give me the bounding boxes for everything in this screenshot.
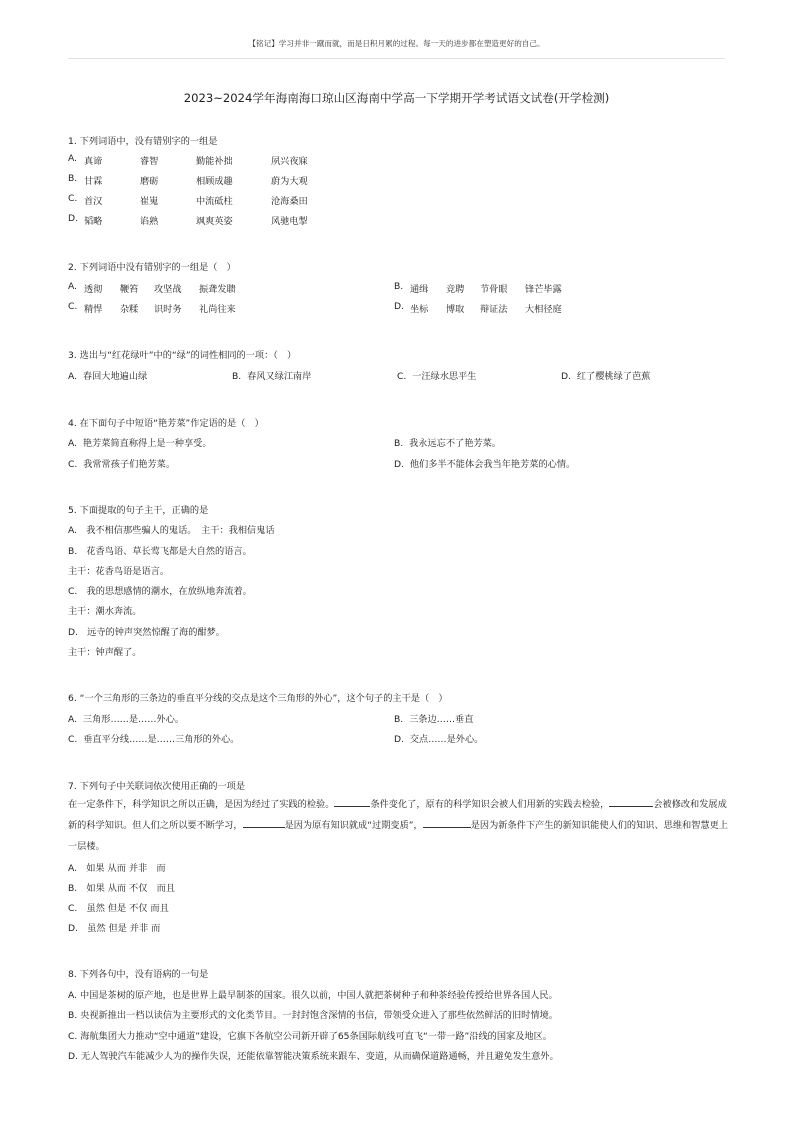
- q5-line: 主干：钟声醒了。: [68, 647, 142, 658]
- option-word: 大相径庭: [525, 304, 562, 315]
- q5-line: C. 我的思想感情的潮水，在放纵地奔流着。: [68, 586, 252, 597]
- blank-3: [243, 818, 285, 828]
- q6-option-a: A. 三角形……是……外心。: [68, 714, 184, 725]
- q4-stem: 4. 在下面句子中短语“艳芳菜”作定语的是（ ）: [68, 418, 264, 429]
- q6-option-b: B. 三条边……垂直: [394, 714, 474, 725]
- blank-1: [334, 797, 370, 807]
- option-word: 崔嵬: [140, 196, 159, 207]
- option-word: 节骨眼: [480, 284, 508, 295]
- option-word: 风驰电掣: [271, 216, 308, 227]
- q3-option-c: C. 一汪绿水思平生: [397, 371, 477, 382]
- q4-option-b: B. 我永远忘不了艳芳菜。: [394, 438, 501, 449]
- q3-option-a: A. 春回大地遍山绿: [68, 371, 148, 382]
- q8-option-c: C. 海航集团大力推动“空中通道”建设，它旗下各航空公司新开辟了65条国际航线可直飞“一带一路”沿线的国家及地区。: [68, 1031, 552, 1042]
- q4-option-c: C. 我常常孩子们艳芳菜。: [68, 459, 176, 470]
- option-word: 谄熟: [140, 216, 159, 227]
- option-word: 勤能补拙: [196, 156, 233, 167]
- option-letter: A.: [68, 153, 78, 164]
- option-word: 飒爽英姿: [196, 216, 233, 227]
- option-word: 蔚为大观: [271, 176, 308, 187]
- q1-stem: 1. 下列词语中，没有错别字的一组是: [68, 136, 218, 147]
- option-word: 博取: [446, 304, 465, 315]
- option-word: 首汉: [84, 196, 103, 207]
- q6-option-d: D. 交点……是外心。: [394, 734, 484, 745]
- option-word: 鞭笞: [120, 284, 139, 295]
- q5-line: A. 我不相信那些骗人的鬼话。 主干：我相信鬼话: [68, 525, 275, 536]
- option-word: 甘霖: [84, 176, 103, 187]
- q3-stem: 3. 选出与“红花绿叶”中的“绿”的词性相同的一项：（ ）: [68, 350, 297, 361]
- q8-stem: 8. 下列各句中，没有语病的一句是: [68, 969, 209, 980]
- option-word: 睿智: [140, 156, 159, 167]
- q5-line: B. 花香鸟语、草长莺飞都是大自然的语言。: [68, 546, 252, 557]
- q7-option-b: B. 如果 从而 不仅 而且: [68, 883, 175, 894]
- option-letter: C.: [68, 301, 78, 312]
- q7-option-d: D. 虽然 但是 并非 而: [68, 923, 161, 934]
- option-letter: D.: [394, 301, 404, 312]
- q5-line: D. 远寺的钟声突然惊醒了海的酣梦。: [68, 627, 225, 638]
- q7-option-a: A. 如果 从而 并非 而: [68, 863, 166, 874]
- header-divider: [68, 58, 725, 59]
- q4-option-d: D. 他们多半不能体会我当年艳芳菜的心情。: [394, 459, 576, 470]
- option-word: 辩证法: [480, 304, 508, 315]
- q3-option-d: D. 红了樱桃绿了芭蕉: [561, 371, 651, 382]
- option-word: 夙兴夜寐: [271, 156, 308, 167]
- q8-option-a: A. 中国是茶树的原产地，也是世界上最早制茶的国家。很久以前，中国人就把茶树种子和种茶经验传授给世界各国人民。: [68, 990, 558, 1001]
- option-word: 振聋发聩: [199, 284, 236, 295]
- q5-line: 主干：花香鸟语是语言。: [68, 566, 170, 577]
- q5-line: 主干：潮水奔流。: [68, 606, 142, 617]
- exam-title: 2023~2024学年海南海口琼山区海南中学高一下学期开学考试语文试卷(开学检测): [183, 91, 610, 105]
- q8-option-b: B. 央视新推出一档以读信为主要形式的文化类节目。一封封饱含深情的书信，带领受众进入了那些依然鲜活的旧时情境。: [68, 1010, 558, 1021]
- q7-passage: 在一定条件下，科学知识之所以正确，是因为经过了实践的检验。 条件变化了，原有的科学知识会被人们用新的实践去检验， 会被修改和发展成新的科学知识。但人们之所以要不断学习， 是因为原有知识就成“过期变质”， 是因为新条件下产生的新知识能使人们的知识、思维和智慧更上一层楼。: [68, 799, 728, 852]
- option-word: 真谛: [84, 156, 103, 167]
- option-word: 锋芒毕露: [525, 284, 562, 295]
- option-word: 坐标: [410, 304, 429, 315]
- option-letter: B.: [394, 281, 404, 292]
- q2-stem: 2. 下列词语中没有错别字的一组是（ ）: [68, 262, 236, 273]
- header-motto: 【铭记】学习并非一蹴而就，而是日积月累的过程。每一天的进步都在塑造更好的自己。: [248, 39, 545, 48]
- option-word: 攻坚战: [154, 284, 182, 295]
- q3-option-b: B. 春风又绿江南岸: [232, 371, 312, 382]
- option-word: 沧海桑田: [271, 196, 308, 207]
- option-word: 精悍: [84, 304, 103, 315]
- option-word: 识时务: [154, 304, 182, 315]
- option-word: 透彻: [84, 284, 103, 295]
- blank-4: [423, 818, 471, 828]
- option-word: 韬略: [84, 216, 103, 227]
- option-word: 中流砥柱: [196, 196, 233, 207]
- option-word: 礼尚往来: [199, 304, 236, 315]
- option-word: 杂糅: [120, 304, 139, 315]
- q6-option-c: C. 垂直平分线……是……三角形的外心。: [68, 734, 240, 745]
- q5-stem: 5. 下面提取的句子主干，正确的是: [68, 505, 209, 516]
- option-letter: C.: [68, 193, 78, 204]
- q8-option-d: D. 无人驾驶汽车能减少人为的操作失误，还能依靠智能决策系统来跟车、变道，从而确保道路通畅，并且避免发生意外。: [68, 1051, 559, 1062]
- option-word: 相顾成趣: [196, 176, 233, 187]
- option-letter: A.: [68, 281, 78, 292]
- q6-stem: 6. “一个三角形的三条边的垂直平分线的交点是这个三角形的外心”，这个句子的主干是（ ）: [68, 693, 448, 704]
- option-word: 磨砺: [140, 176, 159, 187]
- option-letter: B.: [68, 173, 78, 184]
- option-letter: D.: [68, 213, 78, 224]
- option-word: 竞聘: [446, 284, 465, 295]
- q7-stem: 7. 下列句子中关联词依次使用正确的一项是: [68, 781, 246, 792]
- option-word: 通缉: [410, 284, 429, 295]
- q4-option-a: A. 艳芳菜简直称得上是一种享受。: [68, 438, 212, 449]
- q7-option-c: C. 虽然 但是 不仅 而且: [68, 903, 169, 914]
- blank-2: [609, 797, 653, 807]
